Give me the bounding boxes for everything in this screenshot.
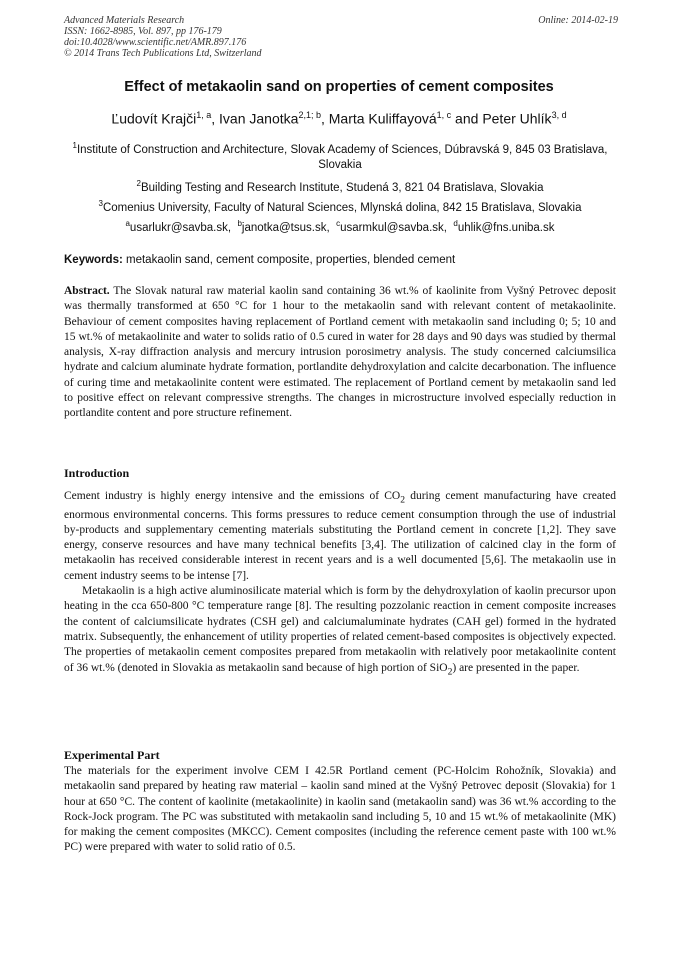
author-separator: , [320, 110, 329, 127]
keywords [64, 254, 616, 266]
author-sup: 1, c [436, 110, 452, 120]
journal-name: Advanced Materials Research [64, 15, 185, 26]
abstract-text: The Slovak natural raw material kaolin sand containing 36 wt.% of kaolinite from Vyšný Petrovec deposit was thermally transformed at 650 °C for 1 hour to the metakaolin sand with relevant content of metakaolinite. Behaviour of cement composites having replacement of Portland cement with metakaolin sand including 0; 5; 10 and 15 wt.% of metakaolinite and water to solids ratio of 0.5 cured in water for 28 days and 90 days was studied by thermal analysis, X-ray diffraction analysis and mercury intrusion porosimetry analysis. The study concerned calciumsilica hydrate and calcium aluminate hydrate formation, portlandite dehydroxylation and calcite decarbonation. The influence of curing time and metakaolinite content were estimated. The replacement of Portland cement by metakaolin sand led to positive effect on relevant compressive strengths. The changes in microstructure involved especially reduction in portlandite content and pore structure refinement. [64, 285, 616, 420]
copyright-line: © 2014 Trans Tech Publications Ltd, Switzerland [64, 48, 262, 59]
experimental-body [64, 764, 616, 856]
intro-text: Metakaolin is a high active aluminosilicate material which is form by the dehydroxylation of kaolin precursor upon heating in the cca 650-800 °C temperature range [8]. The resulting pozzolanic reaction in cement composite increases the content of calciumsilicate hydrates (CSH gel) and calciumaluminate hydrates (CAH gel) formed in the hydrated matrix. Subsequently, the enhancement of utility properties of related cement-based composites is objectively expected. The properties of metakaolin cement composites prepared from metakaolin with relatively poor metakaolinite content of 36 wt.% (denoted in Slovakia as metakaolin sand because of high portion of SiO [64, 585, 616, 674]
author-and: and [451, 110, 483, 127]
email-link[interactable]: usarlukr@savba.sk, [129, 221, 232, 234]
affiliation-text: Building Testing and Research Institute, Studená 3, 821 04 Bratislava, Slovakia [140, 181, 544, 194]
author-name: Ivan Janotka [219, 110, 299, 127]
intro-text: during cement manufacturing have created enormous environmental concerns. This forms pressures to reduce cement consumption through the use of industrial by-products and supplementary cementing materials substituting the Portland cement in concrete [1,2]. They save energy, conserve resources and have many technical benefits [3,4]. The utilization of calcined clay in the form of metakaolin has received considerable interest in recent years and is a well documented [5,6]. The metakaolin use in cement industry seems to be intense [7]. [64, 490, 617, 582]
author-name: Peter Uhlík [482, 110, 552, 127]
keywords-text: metakaolin sand, cement composite, properties, blended cement [126, 254, 456, 266]
author-list [0, 110, 678, 127]
affiliation-num: 1 [72, 141, 77, 150]
email-sup: d [453, 219, 458, 228]
email-link[interactable]: usarmkul@savba.sk, [340, 221, 447, 234]
affiliation-text: Comenius University, Faculty of Natural Sciences, Mlynská dolina, 842 15 Bratislava, Slovakia [102, 201, 582, 214]
intro-text: Cement industry is highly energy intensive and the emissions of CO [64, 490, 401, 502]
author-name: Marta Kuliffayová [328, 110, 437, 127]
affiliation-3 [70, 196, 610, 216]
intro-text: ) are presented in the paper. [452, 661, 580, 674]
affiliation-num: 3 [98, 199, 103, 208]
affiliation-1 [70, 138, 610, 173]
affiliation-text: Institute of Construction and Architecture, Slovak Academy of Sciences, Dúbravská 9, 845 03 Bratislava, Slovakia [76, 143, 608, 171]
paper-title: Effect of metakaolin sand on properties of cement composites [124, 79, 554, 95]
abstract-label: Abstract. [64, 285, 110, 297]
online-date: Online: 2014-02-19 [538, 15, 618, 26]
email-link[interactable]: uhlik@fns.uniba.sk [457, 221, 555, 234]
email-link[interactable]: janotka@tsus.sk, [241, 221, 330, 234]
experimental-paragraph: The materials for the experiment involve CEM I 42.5R Portland cement (PC-Holcim Rohožník, Slovakia) and metakaolin sand prepared by heating raw material – kaolin sand mined at the Vyšný Petrovec deposit (Slovakia) for 1 hour at 650 °C. The content of kaolinite (metakaolinite) in kaolin sand (metakaolin sand) was 36 wt.% according to the Rock-Jock program. The PC was substituted with metakaolin sand including 5, 10 and 15 wt.% of metakaolinite (MK) for making the cement composites (MKCC). Cement composites (including the reference cement paste with 100 wt.% PC) were prepared with water to solid ratio of 0.5. [64, 765, 616, 854]
email-sup: a [125, 219, 130, 228]
affiliation-2 [70, 176, 610, 196]
author-separator: , [211, 110, 220, 127]
subscript: 2 [447, 665, 453, 677]
email-sup: b [237, 219, 242, 228]
subscript: 2 [400, 494, 406, 506]
email-list [70, 216, 610, 236]
intro-paragraph-2 [64, 584, 616, 679]
journal-header [64, 15, 262, 59]
author-name: Ľudovít Krajči [111, 110, 197, 127]
doi-line[interactable]: doi:10.4028/www.scientific.net/AMR.897.176 [64, 37, 247, 48]
introduction-heading: Introduction [64, 466, 130, 480]
keywords-label: Keywords: [64, 254, 123, 266]
introduction-body [64, 489, 616, 679]
issn-line: ISSN: 1662-8985, Vol. 897, pp 176-179 [64, 26, 222, 37]
author-sup: 2,1; b [298, 110, 321, 120]
experimental-heading: Experimental Part [64, 748, 160, 762]
email-sup: c [336, 219, 341, 228]
author-sup: 3, d [551, 110, 567, 120]
abstract [64, 284, 616, 422]
author-sup: 1, a [196, 110, 212, 120]
affiliation-num: 2 [136, 179, 141, 188]
intro-paragraph-1 [64, 489, 616, 584]
